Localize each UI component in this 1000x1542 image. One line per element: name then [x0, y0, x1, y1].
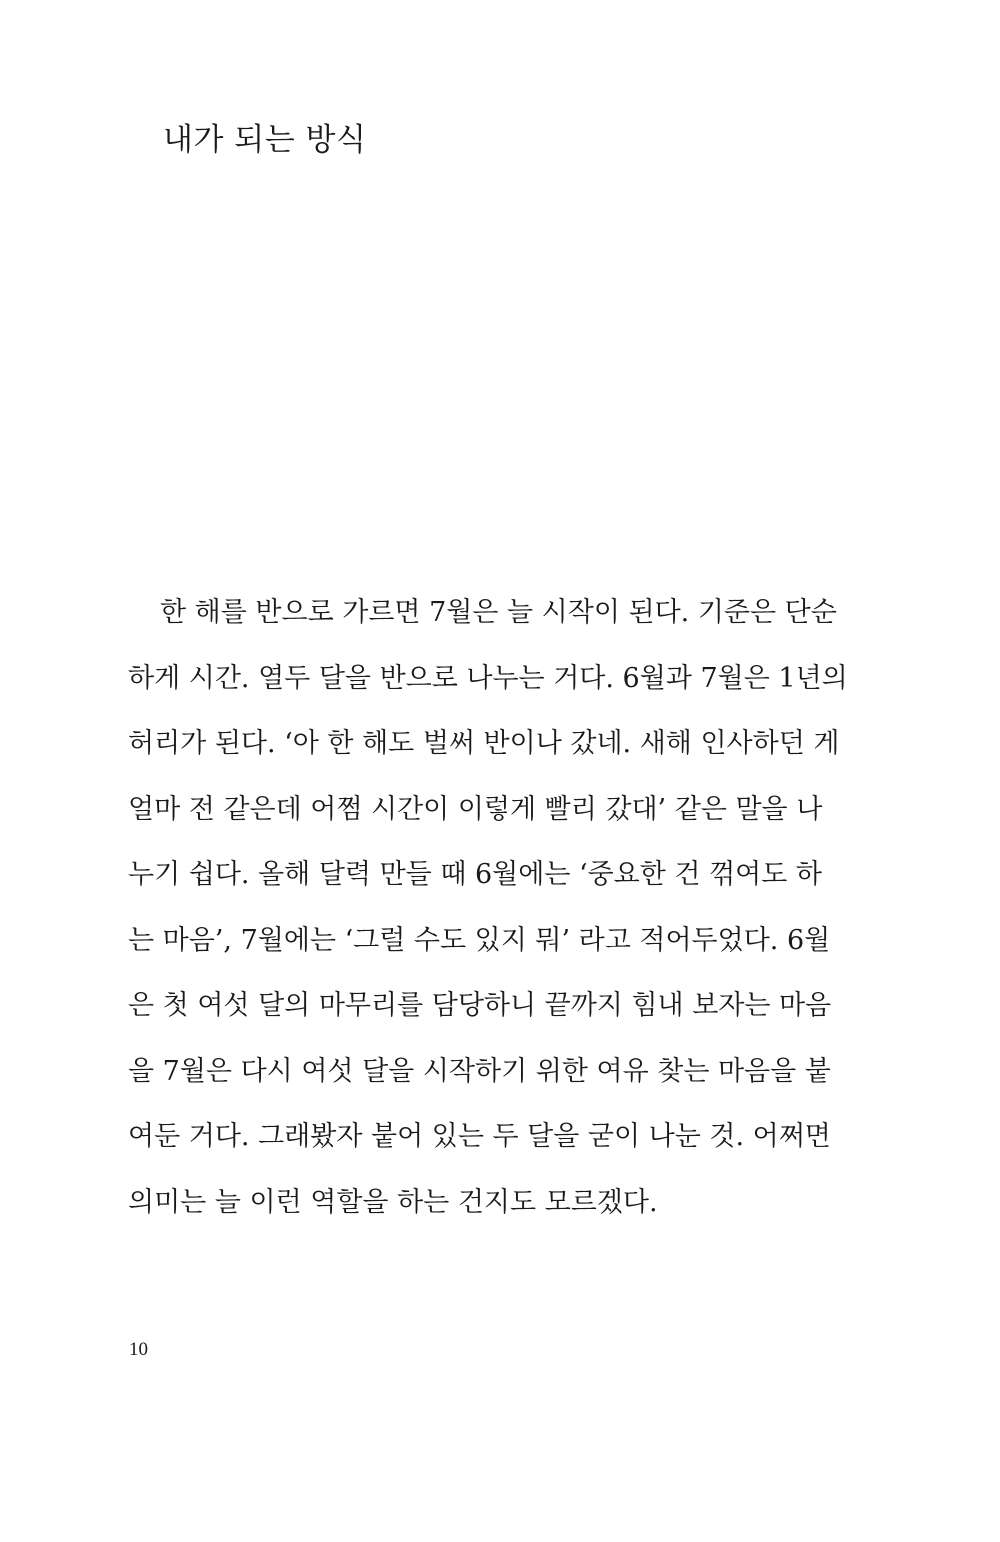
text-line: 여둔 거다. 그래봤자 붙어 있는 두 달을 굳이 나눈 것. 어쩌면	[128, 1121, 831, 1152]
text-line: 누기 쉽다. 올해 달력 만들 때 6월에는 ‘중요한 건 꺾여도 하	[128, 859, 822, 890]
page-number: 10	[129, 1339, 148, 1360]
text-line: 을 7월은 다시 여섯 달을 시작하기 위한 여유 찾는 마음을 붙	[128, 1055, 831, 1087]
body-paragraph	[128, 587, 848, 1242]
text-line: 는 마음’, 7월에는 ‘그럴 수도 있지 뭐’ 라고 적어두었다. 6월	[128, 924, 831, 956]
text-line: 얼마 전 같은데 어쩜 시간이 이렇게 빨리 갔대’ 같은 말을 나	[128, 793, 823, 825]
text-line: 허리가 된다. ‘아 한 해도 벌써 반이나 갔네. 새해 인사하던 게	[128, 728, 840, 759]
text-line: 은 첫 여섯 달의 마무리를 담당하니 끝까지 힘내 보자는 마음	[128, 990, 832, 1021]
text-line: 의미는 늘 이런 역할을 하는 건지도 모르겠다.	[128, 1186, 658, 1218]
text-line: 한 해를 반으로 가르면 7월은 늘 시작이 된다. 기준은 단순	[160, 597, 837, 628]
chapter-title: 내가 되는 방식	[163, 122, 367, 158]
text-line: 하게 시간. 열두 달을 반으로 나누는 거다. 6월과 7월은 1년의	[128, 662, 848, 694]
